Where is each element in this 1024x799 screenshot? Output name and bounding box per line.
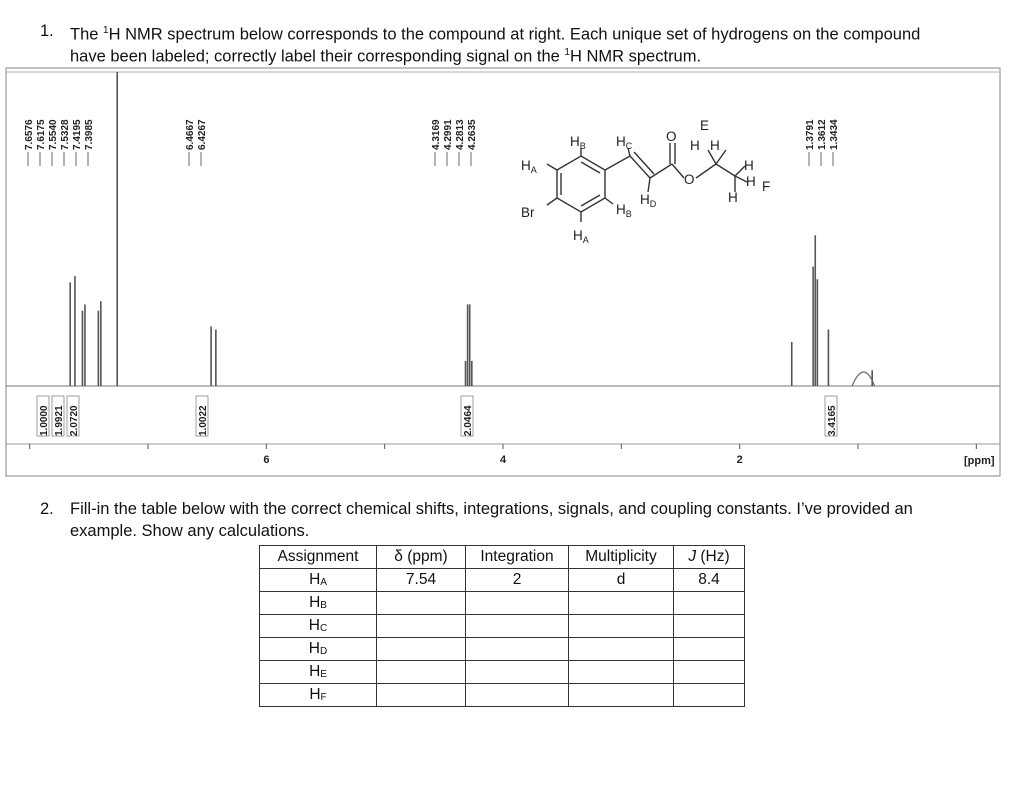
shift-cell: 7.54 xyxy=(377,569,466,592)
integral-labels-group xyxy=(37,396,838,436)
label-HA-top: $H_A$ xyxy=(521,158,537,175)
integral-value: 1.0022 xyxy=(198,405,209,436)
j-cell[interactable] xyxy=(674,684,745,707)
assignment-table xyxy=(259,545,745,707)
axis-ticks-group xyxy=(30,444,977,466)
peak-shift-label: 1.3791 xyxy=(805,119,816,150)
shift-cell[interactable] xyxy=(377,661,466,684)
label-H-f3: H xyxy=(728,190,738,205)
table-row xyxy=(260,592,745,615)
table-row xyxy=(260,661,745,684)
peak-shift-label: 4.2813 xyxy=(455,119,466,150)
assignment-cell: $H_F$ xyxy=(260,684,377,707)
header-j: J (Hz) xyxy=(674,546,745,569)
label-O-ester: O xyxy=(684,172,695,187)
peak-shift-label: 7.6175 xyxy=(36,119,47,150)
table-row xyxy=(260,638,745,661)
molecule-structure xyxy=(547,143,747,222)
integral-value: 1.0000 xyxy=(39,405,50,436)
label-HB-top: $H_B$ xyxy=(570,134,586,151)
peak-shift-label: 7.4195 xyxy=(72,119,83,150)
label-HB-bottom: $H_B$ xyxy=(616,202,632,219)
table-body xyxy=(260,569,745,707)
label-H-f1: H xyxy=(744,158,754,173)
assignment-cell: $H_D$ xyxy=(260,638,377,661)
question-2 xyxy=(40,498,1000,544)
j-cell[interactable] xyxy=(674,615,745,638)
label-O-carbonyl: O xyxy=(666,129,677,144)
peak-shift-label: 6.4267 xyxy=(197,119,208,150)
shift-cell[interactable] xyxy=(377,684,466,707)
axis-tick-label: 4 xyxy=(500,454,507,466)
assignment-cell: $H_C$ xyxy=(260,615,377,638)
label-Br: Br xyxy=(521,205,535,220)
table-row xyxy=(260,615,745,638)
broad-hump xyxy=(852,372,874,386)
integral-value: 2.0720 xyxy=(69,405,80,436)
multiplicity-cell[interactable] xyxy=(569,638,674,661)
shift-cell[interactable] xyxy=(377,592,466,615)
integration-cell[interactable] xyxy=(466,684,569,707)
spectrum-frame xyxy=(6,68,1000,476)
peak-shift-label: 7.6576 xyxy=(24,119,35,150)
molecule-labels xyxy=(521,118,770,245)
integration-cell[interactable] xyxy=(466,592,569,615)
integral-strip xyxy=(6,386,1000,444)
peak-shift-label: 4.2991 xyxy=(443,119,454,150)
label-H-f2: H xyxy=(746,174,756,189)
question-1-line-1: The $^1$H NMR spectrum below corresponds to the compound at right. Each unique set of hydrogens on the compound xyxy=(70,25,921,44)
j-cell[interactable] xyxy=(674,638,745,661)
header-multiplicity: Multiplicity xyxy=(569,546,674,569)
shift-cell[interactable] xyxy=(377,615,466,638)
multiplicity-cell: d xyxy=(569,569,674,592)
peak-shift-label: 7.3985 xyxy=(84,119,95,150)
peak-shift-label: 1.3434 xyxy=(829,119,840,150)
question-2-number: 2. xyxy=(40,500,54,518)
table-row xyxy=(260,684,745,707)
header-shift: δ (ppm) xyxy=(377,546,466,569)
header-assignment: Assignment xyxy=(260,546,377,569)
integral-value: 1.9921 xyxy=(54,405,65,436)
peak-shift-label: 4.2635 xyxy=(467,119,478,150)
peak-shift-label: 6.4667 xyxy=(185,119,196,150)
header-integration: Integration xyxy=(466,546,569,569)
label-E: E xyxy=(700,118,710,133)
ppm-unit-label: [ppm] xyxy=(964,455,995,467)
assignment-cell: $H_B$ xyxy=(260,592,377,615)
integration-cell[interactable] xyxy=(466,615,569,638)
multiplicity-cell[interactable] xyxy=(569,661,674,684)
label-HD: $H_D$ xyxy=(640,192,657,209)
multiplicity-cell[interactable] xyxy=(569,684,674,707)
shift-cell[interactable] xyxy=(377,638,466,661)
j-cell[interactable] xyxy=(674,661,745,684)
axis-tick-label: 2 xyxy=(736,454,743,466)
integral-value: 3.4165 xyxy=(827,405,838,436)
peak-shift-label: 7.5328 xyxy=(60,119,71,150)
label-H-e2: H xyxy=(710,138,720,153)
benzene-ring xyxy=(557,156,605,212)
label-HA-bottom: $H_A$ xyxy=(573,228,589,245)
assignment-cell: $H_A$ xyxy=(260,569,377,592)
question-2-line-1: Fill-in the table below with the correct chemical shifts, integrations, signals, and coupling constants. I’ve provided an xyxy=(70,500,913,518)
integration-cell[interactable] xyxy=(466,638,569,661)
peak-shift-label: 7.5540 xyxy=(48,119,59,150)
table-row xyxy=(260,569,745,592)
question-2-line-2: example. Show any calculations. xyxy=(70,522,310,540)
label-F: F xyxy=(762,179,771,194)
integration-cell: 2 xyxy=(466,569,569,592)
axis-tick-label: 6 xyxy=(263,454,270,466)
question-1-line-2: have been labeled; correctly label their corresponding signal on the $^1$H NMR spectrum. xyxy=(70,47,702,66)
carbonyl-carbon-bond xyxy=(650,164,672,178)
question-1-number: 1. xyxy=(40,22,54,40)
label-H-e1: H xyxy=(690,138,700,153)
peaks-group xyxy=(70,72,874,386)
integral-value: 2.0464 xyxy=(463,405,474,436)
label-HC: $H_C$ xyxy=(616,134,633,151)
assignment-cell: $H_E$ xyxy=(260,661,377,684)
table-header-row xyxy=(260,546,745,569)
multiplicity-cell[interactable] xyxy=(569,615,674,638)
j-cell: 8.4 xyxy=(674,569,745,592)
vinyl-bond-1 xyxy=(605,156,630,170)
peak-shift-label: 4.3169 xyxy=(431,119,442,150)
peak-shift-label: 1.3612 xyxy=(817,119,828,150)
integration-cell[interactable] xyxy=(466,661,569,684)
multiplicity-cell[interactable] xyxy=(569,592,674,615)
j-cell[interactable] xyxy=(674,592,745,615)
